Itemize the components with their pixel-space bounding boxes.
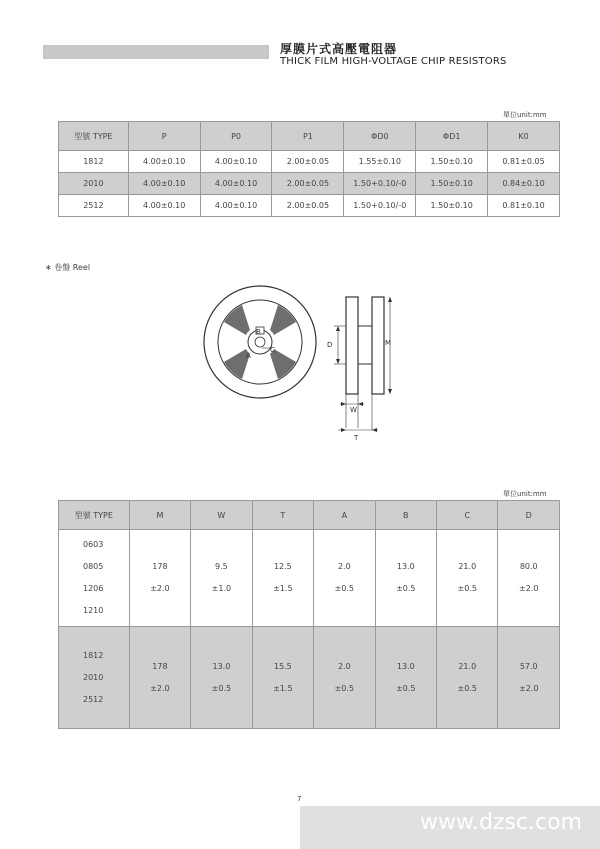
header-m: M	[129, 501, 190, 530]
value: 2.0	[337, 562, 351, 571]
table1-unit: 單位unit:mm	[503, 111, 547, 119]
value: 13.0	[396, 562, 415, 571]
tolerance: ±1.0	[211, 584, 232, 593]
cell: 4.00±0.10	[128, 151, 200, 173]
value: 13.0	[212, 661, 231, 671]
tolerance: ±2.0	[519, 584, 539, 593]
cell: 0.84±0.10	[488, 173, 560, 195]
type-list	[59, 627, 130, 729]
type-item: 0805	[83, 562, 104, 571]
tolerance: ±2.0	[150, 683, 170, 693]
cell: 2.00±0.05	[272, 151, 344, 173]
header-t: T	[252, 501, 313, 530]
reel-side-view	[327, 297, 392, 442]
value: 2.0	[337, 661, 351, 671]
cell: 2.00±0.05	[272, 173, 344, 195]
header-type: 型號 TYPE	[59, 122, 129, 151]
tolerance: ±1.5	[273, 683, 293, 693]
label-d: D	[327, 341, 333, 349]
table-row	[59, 627, 560, 729]
cell-m	[129, 627, 190, 729]
tolerance: ±0.5	[334, 683, 355, 693]
value: 21.0	[458, 661, 477, 671]
label-a: A	[246, 352, 251, 360]
label-m: M	[385, 339, 392, 347]
value: 12.5	[273, 562, 292, 571]
cell-t	[252, 627, 313, 729]
cell: 1.50+0.10/-0	[344, 173, 416, 195]
value: 57.0	[519, 661, 538, 671]
header-p: P	[128, 122, 200, 151]
header-c: C	[437, 501, 498, 530]
type-item: 1812	[83, 650, 104, 660]
label-c: C	[270, 346, 275, 354]
table-row	[59, 530, 560, 627]
cell-m	[129, 530, 190, 627]
cell: 4.00±0.10	[128, 173, 200, 195]
cell: 1.50±0.10	[416, 173, 488, 195]
cell-d	[498, 530, 560, 627]
cell: 1.50±0.10	[416, 151, 488, 173]
bullet-icon: ∗	[45, 263, 52, 272]
cell-w	[191, 530, 252, 627]
type-item: 2010	[83, 672, 104, 682]
value: 15.5	[273, 661, 292, 671]
reel-front-view	[204, 286, 316, 398]
type-item: 1210	[83, 606, 104, 615]
cell: 4.00±0.10	[128, 195, 200, 217]
cell: 1.50±0.10	[416, 195, 488, 217]
cell: 4.00±0.10	[200, 151, 272, 173]
type-item: 2512	[83, 694, 104, 704]
label-w: W	[350, 406, 357, 414]
page-title-cn: 厚膜片式高壓電阻器	[280, 42, 398, 56]
type-item: 1206	[83, 584, 104, 593]
cell: 2.00±0.05	[272, 195, 344, 217]
table2-unit: 單位unit:mm	[503, 490, 547, 498]
cell-c	[437, 530, 498, 627]
cell-a	[314, 530, 375, 627]
tolerance: ±1.5	[273, 584, 293, 593]
value: 178	[152, 562, 168, 571]
cell: 1.50+0.10/-0	[344, 195, 416, 217]
cell: 2512	[59, 195, 129, 217]
value: 9.5	[215, 562, 228, 571]
value: 13.0	[396, 661, 415, 671]
label-t: T	[354, 434, 359, 442]
tolerance: ±2.0	[150, 584, 170, 593]
header-d1: ΦD1	[416, 122, 488, 151]
tolerance: ±0.5	[211, 683, 232, 693]
cell: 0.81±0.10	[488, 195, 560, 217]
type-item: 0603	[83, 540, 104, 549]
cell: 1812	[59, 151, 129, 173]
header-p1: P1	[272, 122, 344, 151]
header-d0: ΦD0	[344, 122, 416, 151]
cell-c	[437, 627, 498, 729]
header-p0: P0	[200, 122, 272, 151]
reel-dimension-table	[58, 500, 560, 729]
cell-b	[375, 627, 436, 729]
tolerance: ±0.5	[334, 584, 355, 593]
watermark: www.dzsc.com	[419, 810, 582, 835]
header-a: A	[314, 501, 375, 530]
cell-b	[375, 530, 436, 627]
tolerance: ±2.0	[519, 683, 539, 693]
header-type: 型號 TYPE	[59, 501, 130, 530]
tolerance: ±0.5	[457, 683, 477, 693]
cell: 4.00±0.10	[200, 173, 272, 195]
type-list	[59, 530, 130, 627]
cell-d	[498, 627, 560, 729]
header-d: D	[498, 501, 560, 530]
label-b: B	[256, 328, 261, 336]
page-title-en: THICK FILM HIGH-VOLTAGE CHIP RESISTORS	[280, 56, 507, 67]
cell: 0.81±0.05	[488, 151, 560, 173]
cell: 4.00±0.10	[200, 195, 272, 217]
header-b: B	[375, 501, 436, 530]
page-number: 7	[297, 795, 302, 803]
reel-label-text: 卷盤 Reel	[54, 263, 91, 272]
header-k0: K0	[488, 122, 560, 151]
cell-a	[314, 627, 375, 729]
header-w: W	[191, 501, 252, 530]
cell-t	[252, 530, 313, 627]
value: 178	[152, 661, 168, 671]
cell-w	[191, 627, 252, 729]
cell: 1.55±0.10	[344, 151, 416, 173]
tolerance: ±0.5	[396, 683, 416, 693]
cell: 2010	[59, 173, 129, 195]
value: 80.0	[519, 562, 538, 571]
value: 21.0	[458, 562, 477, 571]
table-header-row	[59, 501, 560, 530]
tolerance: ±0.5	[396, 584, 416, 593]
tolerance: ±0.5	[457, 584, 477, 593]
